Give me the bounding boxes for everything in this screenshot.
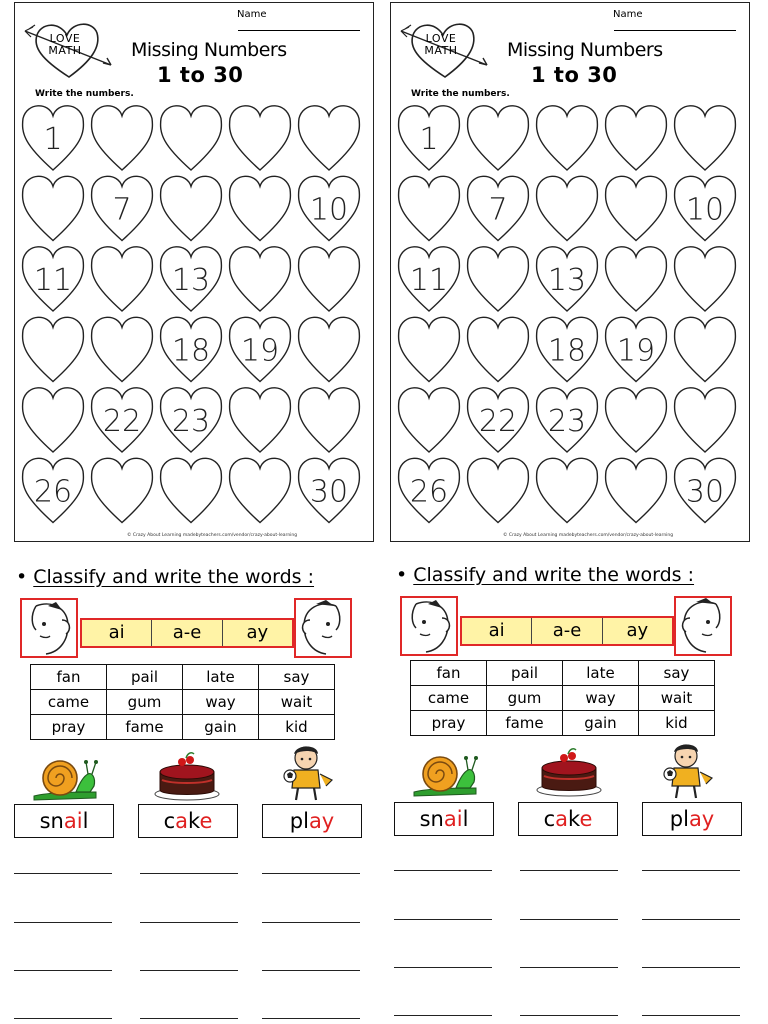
heart-number: 7 (488, 192, 508, 228)
heart-number: 30 (685, 474, 725, 510)
writing-line (642, 919, 740, 920)
listening-boy-picture (674, 596, 732, 656)
word-cell: wait (259, 690, 335, 715)
heart-shape (675, 106, 736, 170)
worksheet-instruction: Write the numbers. (35, 89, 134, 99)
word-cell: fame (487, 711, 563, 736)
writing-line (520, 870, 618, 871)
listening-boy-picture (294, 598, 352, 658)
table-row (31, 690, 335, 715)
cake-picture (152, 750, 222, 802)
example-word-play: play (642, 802, 742, 836)
writing-line (14, 922, 112, 923)
worksheet-title: Missing Numbers (131, 39, 287, 61)
word-cell: pail (487, 661, 563, 686)
word-cell: kid (259, 715, 335, 740)
writing-line (140, 970, 238, 971)
word-cell: came (31, 690, 107, 715)
example-word-cake: cake (138, 804, 238, 838)
heart-number: 26 (33, 474, 73, 510)
heart-shape (468, 458, 529, 522)
heart-number: 22 (478, 404, 518, 439)
writing-line (520, 919, 618, 920)
heart-number: 19 (240, 333, 280, 369)
phonics-pattern-bar (20, 604, 352, 643)
word-table (30, 664, 335, 740)
word-cell: wait (639, 686, 715, 711)
heart-number-grid (19, 101, 349, 521)
pattern-strip (460, 616, 674, 646)
word-cell: gum (107, 690, 183, 715)
word-cell: pray (31, 715, 107, 740)
word-cell: say (259, 665, 335, 690)
word-cell: say (639, 661, 715, 686)
heart-shape (399, 388, 460, 452)
hearts-svg (395, 101, 745, 531)
pattern-ay: ay (246, 622, 269, 643)
phonics-pattern-bar (400, 602, 732, 641)
word-cell: came (411, 686, 487, 711)
heart-number: 7 (112, 192, 132, 228)
word-cell: late (183, 665, 259, 690)
word-cell: fan (31, 665, 107, 690)
classify-left (0, 548, 384, 1024)
word-cell: pail (107, 665, 183, 690)
writing-line (262, 873, 360, 874)
word-cell: way (563, 686, 639, 711)
example-word-play: play (262, 804, 362, 838)
pattern-a-e: a-e (152, 620, 222, 646)
writing-line (394, 967, 492, 968)
heart-shape (606, 106, 667, 170)
heart-shape (537, 458, 598, 522)
writing-line (394, 870, 492, 871)
pattern-ai: ai (82, 620, 152, 646)
heart-shape (23, 176, 84, 240)
example-word-cake: cake (518, 802, 618, 836)
writing-line (394, 919, 492, 920)
heart-shape (23, 388, 84, 452)
boy-playing-picture (276, 744, 338, 802)
heart-shape (299, 317, 360, 381)
heart-shape (468, 247, 529, 311)
heart-shape (675, 317, 736, 381)
name-line: Name (613, 9, 749, 31)
heart-shape (606, 458, 667, 522)
writing-line (642, 1015, 740, 1016)
listening-girl-picture (20, 598, 78, 658)
heart-shape (161, 106, 222, 170)
heart-shape (230, 388, 291, 452)
heart-number: 18 (547, 333, 587, 369)
heart-number: 22 (102, 404, 142, 439)
table-row (411, 711, 715, 736)
worksheet-left (14, 2, 374, 542)
word-cell: gain (183, 715, 259, 740)
heart-shape (230, 458, 291, 522)
table-row (411, 661, 715, 686)
hearts-svg (19, 101, 369, 531)
heart-shape (399, 176, 460, 240)
classify-right (384, 548, 768, 1024)
heart-number: 10 (685, 192, 725, 228)
heart-shape (299, 247, 360, 311)
heart-shape (92, 317, 153, 381)
heart-number: 30 (309, 474, 349, 510)
worksheet-instruction: Write the numbers. (411, 89, 510, 99)
writing-line (262, 970, 360, 971)
badge-text: LOVE MATH (48, 32, 82, 57)
worksheet-subtitle: 1 to 30 (531, 63, 618, 87)
pattern-ay: ay (626, 620, 649, 641)
heart-number: 23 (547, 404, 587, 439)
heart-number-grid (395, 101, 725, 521)
classify-heading: • Classify and write the words : (16, 566, 315, 588)
boy-playing-picture (656, 742, 718, 800)
heart-shape (299, 106, 360, 170)
heart-number: 19 (616, 333, 656, 369)
word-table (410, 660, 715, 736)
heart-shape (537, 106, 598, 170)
heart-shape (92, 247, 153, 311)
heart-number: 13 (171, 263, 211, 298)
heart-number: 10 (309, 192, 349, 228)
heart-number: 1 (43, 122, 63, 157)
badge-text: LOVE MATH (424, 32, 458, 57)
writing-line (140, 922, 238, 923)
listening-ear-icon (22, 600, 76, 656)
heart-shape (230, 176, 291, 240)
example-word-snail: snail (14, 804, 114, 838)
heart-shape (230, 247, 291, 311)
word-cell: fame (107, 715, 183, 740)
heart-number: 18 (171, 333, 211, 369)
heart-shape (468, 106, 529, 170)
heart-number: 23 (171, 404, 211, 439)
writing-line (262, 922, 360, 923)
heart-shape (468, 317, 529, 381)
word-cell: gum (487, 686, 563, 711)
name-line: Name (237, 9, 373, 31)
pattern-a-e: a-e (532, 618, 602, 644)
heart-number: 26 (409, 474, 449, 510)
word-cell: kid (639, 711, 715, 736)
snail-picture (30, 752, 100, 802)
writing-line (642, 967, 740, 968)
writing-line (14, 1018, 112, 1019)
heart-shape (161, 176, 222, 240)
love-math-heart-badge (21, 19, 117, 87)
heart-number: 13 (547, 263, 587, 298)
heart-number: 1 (419, 122, 439, 157)
worksheet-footer: © Crazy About Learning madebyteachers.com/vendor/crazy-about-learning (127, 533, 298, 538)
heart-shape (92, 106, 153, 170)
writing-line (520, 967, 618, 968)
worksheet-footer: © Crazy About Learning madebyteachers.com/vendor/crazy-about-learning (503, 533, 674, 538)
writing-line (140, 1018, 238, 1019)
snail-picture (410, 748, 480, 798)
writing-line (14, 873, 112, 874)
writing-line (14, 970, 112, 971)
listening-ear-icon (676, 598, 730, 654)
word-cell: way (183, 690, 259, 715)
table-row (31, 715, 335, 740)
listening-ear-icon (296, 600, 350, 656)
heart-shape (161, 458, 222, 522)
worksheet-subtitle: 1 to 30 (157, 63, 244, 87)
listening-ear-icon (402, 598, 456, 654)
word-cell: late (563, 661, 639, 686)
word-cell: pray (411, 711, 487, 736)
love-math-heart-badge (397, 19, 493, 87)
heart-shape (399, 317, 460, 381)
classify-heading: • Classify and write the words : (396, 564, 695, 586)
heart-shape (675, 247, 736, 311)
heart-shape (23, 317, 84, 381)
worksheet-title: Missing Numbers (507, 39, 663, 61)
writing-line (140, 873, 238, 874)
writing-line (394, 1015, 492, 1016)
heart-number: 11 (409, 263, 449, 298)
heart-shape (299, 388, 360, 452)
example-word-snail: snail (394, 802, 494, 836)
heart-shape (230, 106, 291, 170)
heart-number: 11 (33, 263, 73, 298)
word-cell: gain (563, 711, 639, 736)
heart-shape (606, 388, 667, 452)
heart-shape (92, 458, 153, 522)
heart-shape (675, 388, 736, 452)
heart-shape (606, 176, 667, 240)
heart-shape (537, 176, 598, 240)
table-row (411, 686, 715, 711)
pattern-strip (80, 618, 294, 648)
pattern-ai: ai (462, 618, 532, 644)
cake-picture (534, 746, 604, 798)
table-row (31, 665, 335, 690)
heart-shape (606, 247, 667, 311)
worksheet-right (390, 2, 750, 542)
writing-line (520, 1015, 618, 1016)
listening-girl-picture (400, 596, 458, 656)
word-cell: fan (411, 661, 487, 686)
writing-line (262, 1018, 360, 1019)
writing-line (642, 870, 740, 871)
